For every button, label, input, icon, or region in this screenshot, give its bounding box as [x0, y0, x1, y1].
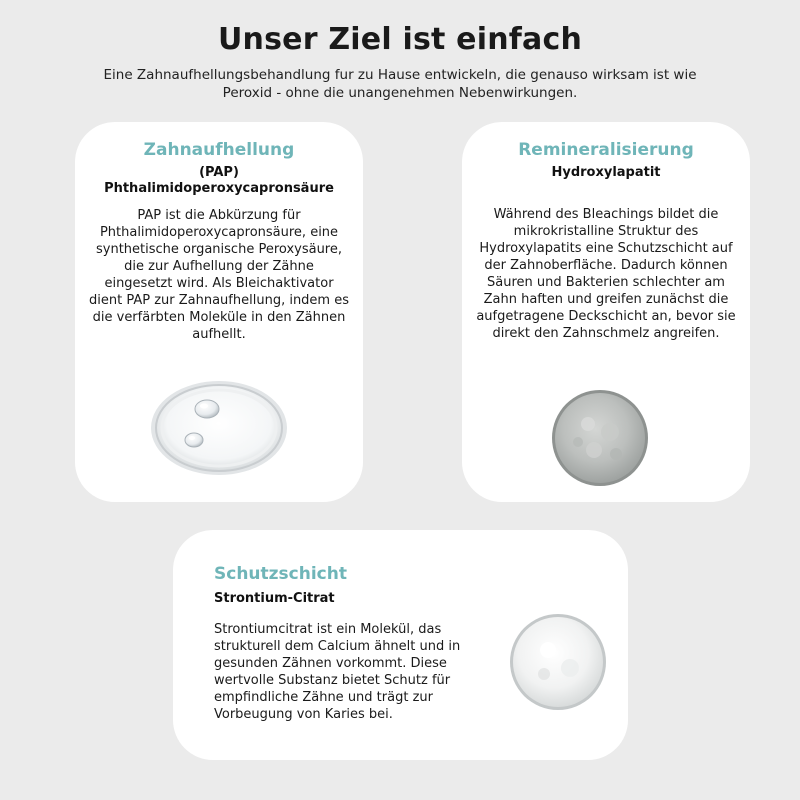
powder-dish-grey-image	[550, 388, 650, 488]
powder-dish-white-image	[508, 612, 608, 712]
petri-dish-gel-image	[147, 378, 292, 478]
card-heading: Zahnaufhellung	[143, 140, 295, 160]
card-subheading-name: Phthalimidoperoxycapronsäure	[104, 181, 334, 196]
card-subheading: (PAP)	[199, 165, 239, 180]
card-description: Strontiumcitrat ist ein Molekül, das strukturell dem Calcium ähnelt und in gesunden Zähnen vorkommt. Diese wertvolle Substanz bietet Schutz für empfindliche Zähne und trägt zur Vorbeugung von Karies bei.	[214, 622, 461, 722]
card-subheading: Hydroxylapatit	[551, 165, 661, 180]
card-description: Während des Bleachings bildet die mikrokristalline Struktur des Hydroxylapatits eine Schutzschicht auf der Zahnoberfläche. Dadurch können Säuren und Bakterien schlechter am Zahn haften und greifen zunächst die aufgetragene Deckschicht an, bevor sie direkt den Zahnschmelz angreifen.	[476, 207, 736, 341]
page-title: Unser Ziel ist einfach	[217, 22, 583, 57]
card-subheading: Strontium-Citrat	[214, 591, 335, 606]
page-subtitle: Eine Zahnaufhellungsbehandlung fur zu Hause entwickeln, die genauso wirksam ist wie Peroxid - ohne die unangenehmen Nebenwirkungen.	[103, 67, 697, 101]
card-heading: Schutzschicht	[214, 564, 347, 584]
card-heading: Remineralisierung	[518, 140, 694, 160]
card-pap	[75, 122, 363, 502]
card-hydroxylapatit	[462, 122, 750, 502]
card-strontium-citrat	[173, 530, 628, 760]
card-description: PAP ist die Abkürzung für Phthalimidoperoxycapronsäure, eine synthetische organische Peroxysäure, die zur Aufhellung der Zähne eingesetzt wird. Als Bleichaktivator dient PAP zur Zahnaufhellung, indem es die verfärbten Moleküle in den Zähnen aufhellt.	[89, 208, 349, 342]
